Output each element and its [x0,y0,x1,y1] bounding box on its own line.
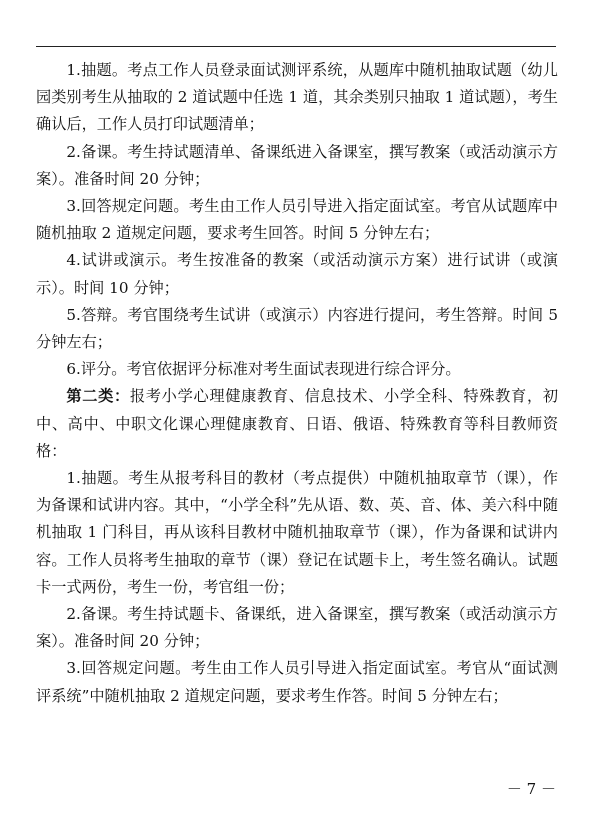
category-two-text: 报考小学心理健康教育、信息技术、小学全科、特殊教育，初中、高中、中职文化课心理健康教育、日语、俄语、特殊教育等科目教师资格： [36,387,559,460]
paragraph-scoring: 6.评分。考官依据评分标准对考生面试表现进行综合评分。 [66,360,461,379]
header-rule [36,46,556,47]
paragraph-category-two [36,383,558,465]
paragraph-draw-question-2: 1.抽题。考生从报考科目的教材（考点提供）中随机抽取章节（课），作为备课和试讲内容。其中，“小学全科”先从语、数、英、音、体、美六科中随机抽取 1 门科目，再从该科目教材中随机抽取章节（课），作为备课和试讲内容。工作人员将考生抽取的章节（课）登记在试题卡上，考生签名确认。试题卡一式两份，考生一份，考官组一份； [36,469,558,596]
category-two-label: 第二类： [66,387,130,406]
paragraph-answer-questions-2: 3.回答规定问题。考生由工作人员引导进入指定面试室。考官从“面试测评系统”中随机抽取 2 道规定问题，要求考生作答。时间 5 分钟左右； [36,659,558,705]
paragraph-defense: 5.答辩。考官围绕考生试讲（或演示）内容进行提问，考生答辩。时间 5 分钟左右； [36,305,558,352]
page-number: － 7 － [506,780,556,798]
paragraph-prepare-2: 2.备课。考生持试题卡、备课纸，进入备课室，撰写教案（或活动演示方案）。准备时间 20 分钟； [36,605,558,651]
paragraph-answer-questions-1: 3.回答规定问题。考生由工作人员引导进入指定面试室。考官从试题库中随机抽取 2 道规定问题，要求考生回答。时间 5 分钟左右； [36,197,558,243]
paragraph-draw-question-1: 1.抽题。考点工作人员登录面试测评系统，从题库中随机抽取试题（幼儿园类别考生从抽取的 2 道试题中任选 1 道，其余类别只抽取 1 道试题），考生确认后，工作人员打印试题清单； [36,61,558,134]
document-body [36,57,558,710]
paragraph-prepare-1: 2.备课。考生持试题清单、备课纸进入备课室，撰写教案（或活动演示方案）。准备时间 20 分钟； [36,142,558,188]
paragraph-trial-lecture: 4.试讲或演示。考生按准备的教案（或活动演示方案）进行试讲（或演示）。时间 10 分钟； [36,251,558,297]
